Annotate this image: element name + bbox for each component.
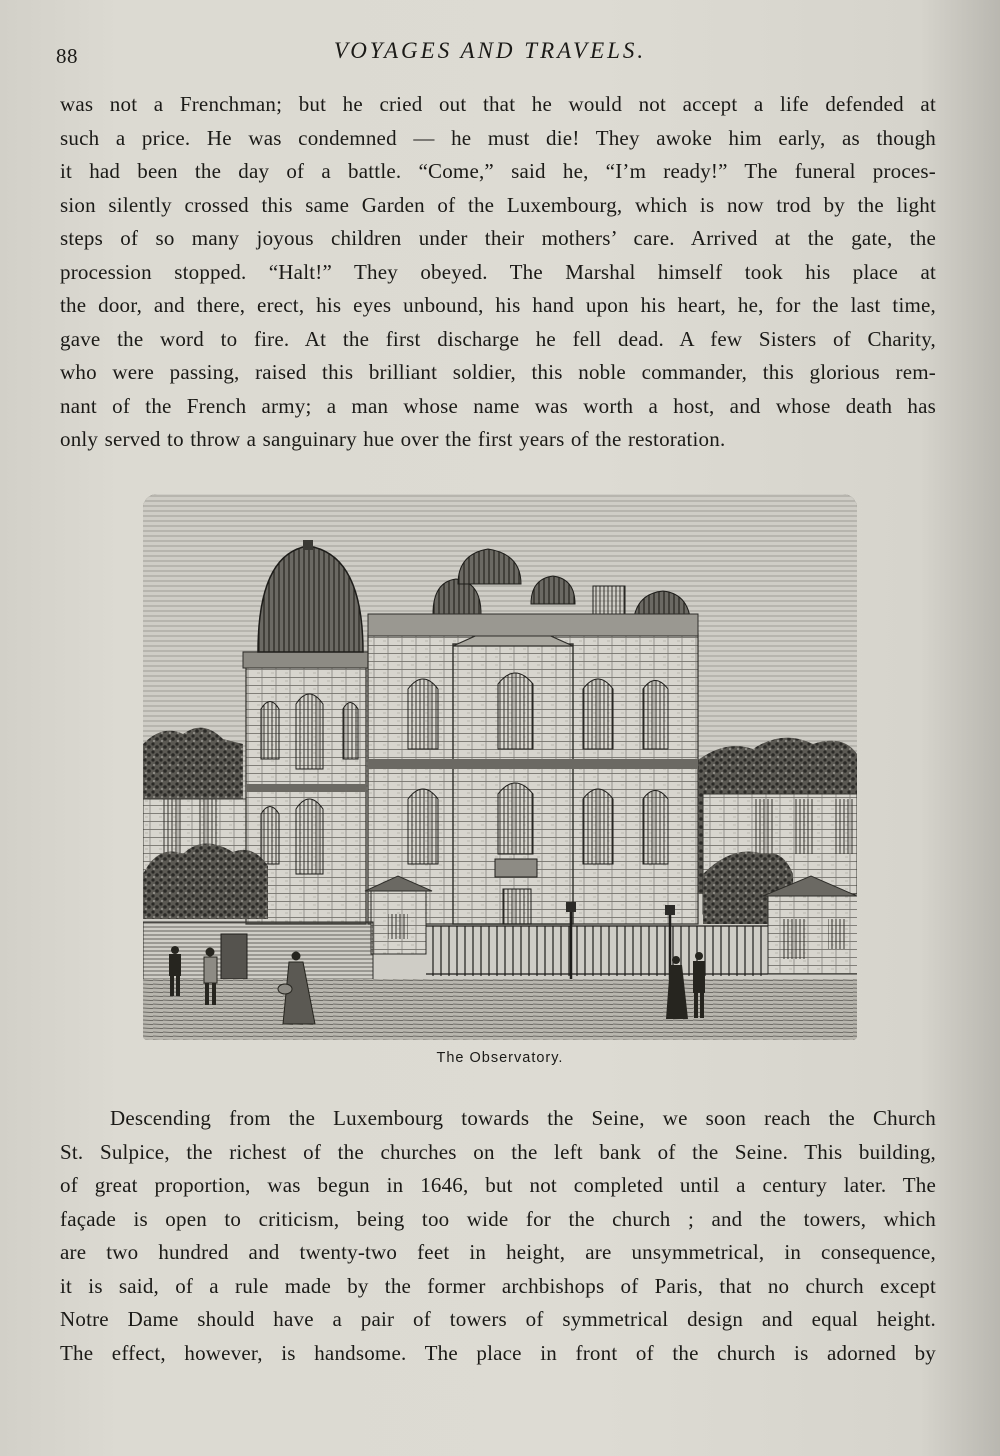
text-line: gave the word to fire. At the first discharge he fell dead. A few Sisters of Charity, — [60, 326, 936, 351]
text-line: Descending from the Luxembourg towards the Seine, we soon reach the Church — [110, 1106, 936, 1130]
text-line: such a price. He was condemned — he must die! They awoke him early, as though — [60, 125, 936, 150]
text-line: who were passing, raised this brilliant soldier, this noble commander, this glorious rem- — [60, 360, 936, 384]
text-line: The effect, however, is handsome. The place in front of the church is adorned by — [60, 1340, 936, 1365]
figure-caption: The Observatory. — [436, 1050, 564, 1066]
observatory-engraving — [143, 494, 857, 1040]
text-line: of great proportion, was begun in 1646, but not completed until a century later. The — [60, 1173, 936, 1197]
text-line: procession stopped. “Halt!” They obeyed. The Marshal himself took his place at — [60, 259, 936, 284]
text-line: the door, and there, erect, his eyes unbound, his hand upon his heart, he, for the last time, — [60, 293, 936, 317]
text-line: are two hundred and twenty-two feet in height, are unsymmetrical, in consequence, — [60, 1240, 936, 1264]
text-line: was not a Frenchman; but he cried out that he would not accept a life defended at — [60, 92, 936, 116]
text-line: façade is open to criticism, being too wide for the church ; and the towers, which — [60, 1206, 936, 1231]
text-line: Notre Dame should have a pair of towers of symmetrical design and equal height. — [60, 1307, 936, 1331]
text-line: nant of the French army; a man whose name was worth a host, and whose death has — [60, 393, 936, 418]
text-line: sion silently crossed this same Garden of the Luxembourg, which is now trod by the light — [60, 192, 936, 217]
text-line: it is said, of a rule made by the former archbishops of Paris, that no church except — [60, 1273, 936, 1298]
text-line: only served to throw a sanguinary hue over the first years of the restoration. — [60, 427, 726, 451]
text-line: steps of so many joyous children under their mothers’ care. Arrived at the gate, the — [60, 226, 936, 250]
text-line: St. Sulpice, the richest of the churches on the left bank of the Seine. This building, — [60, 1139, 936, 1164]
page-number: 88 — [56, 44, 78, 68]
observatory-illustration — [143, 494, 857, 1040]
paragraph-st-sulpice — [60, 1102, 936, 1370]
paragraph-marshal-execution — [60, 88, 936, 457]
running-title: VOYAGES AND TRAVELS. — [333, 38, 647, 63]
text-line: it had been the day of a battle. “Come,” said he, “I’m ready!” The funeral proces- — [60, 159, 936, 183]
